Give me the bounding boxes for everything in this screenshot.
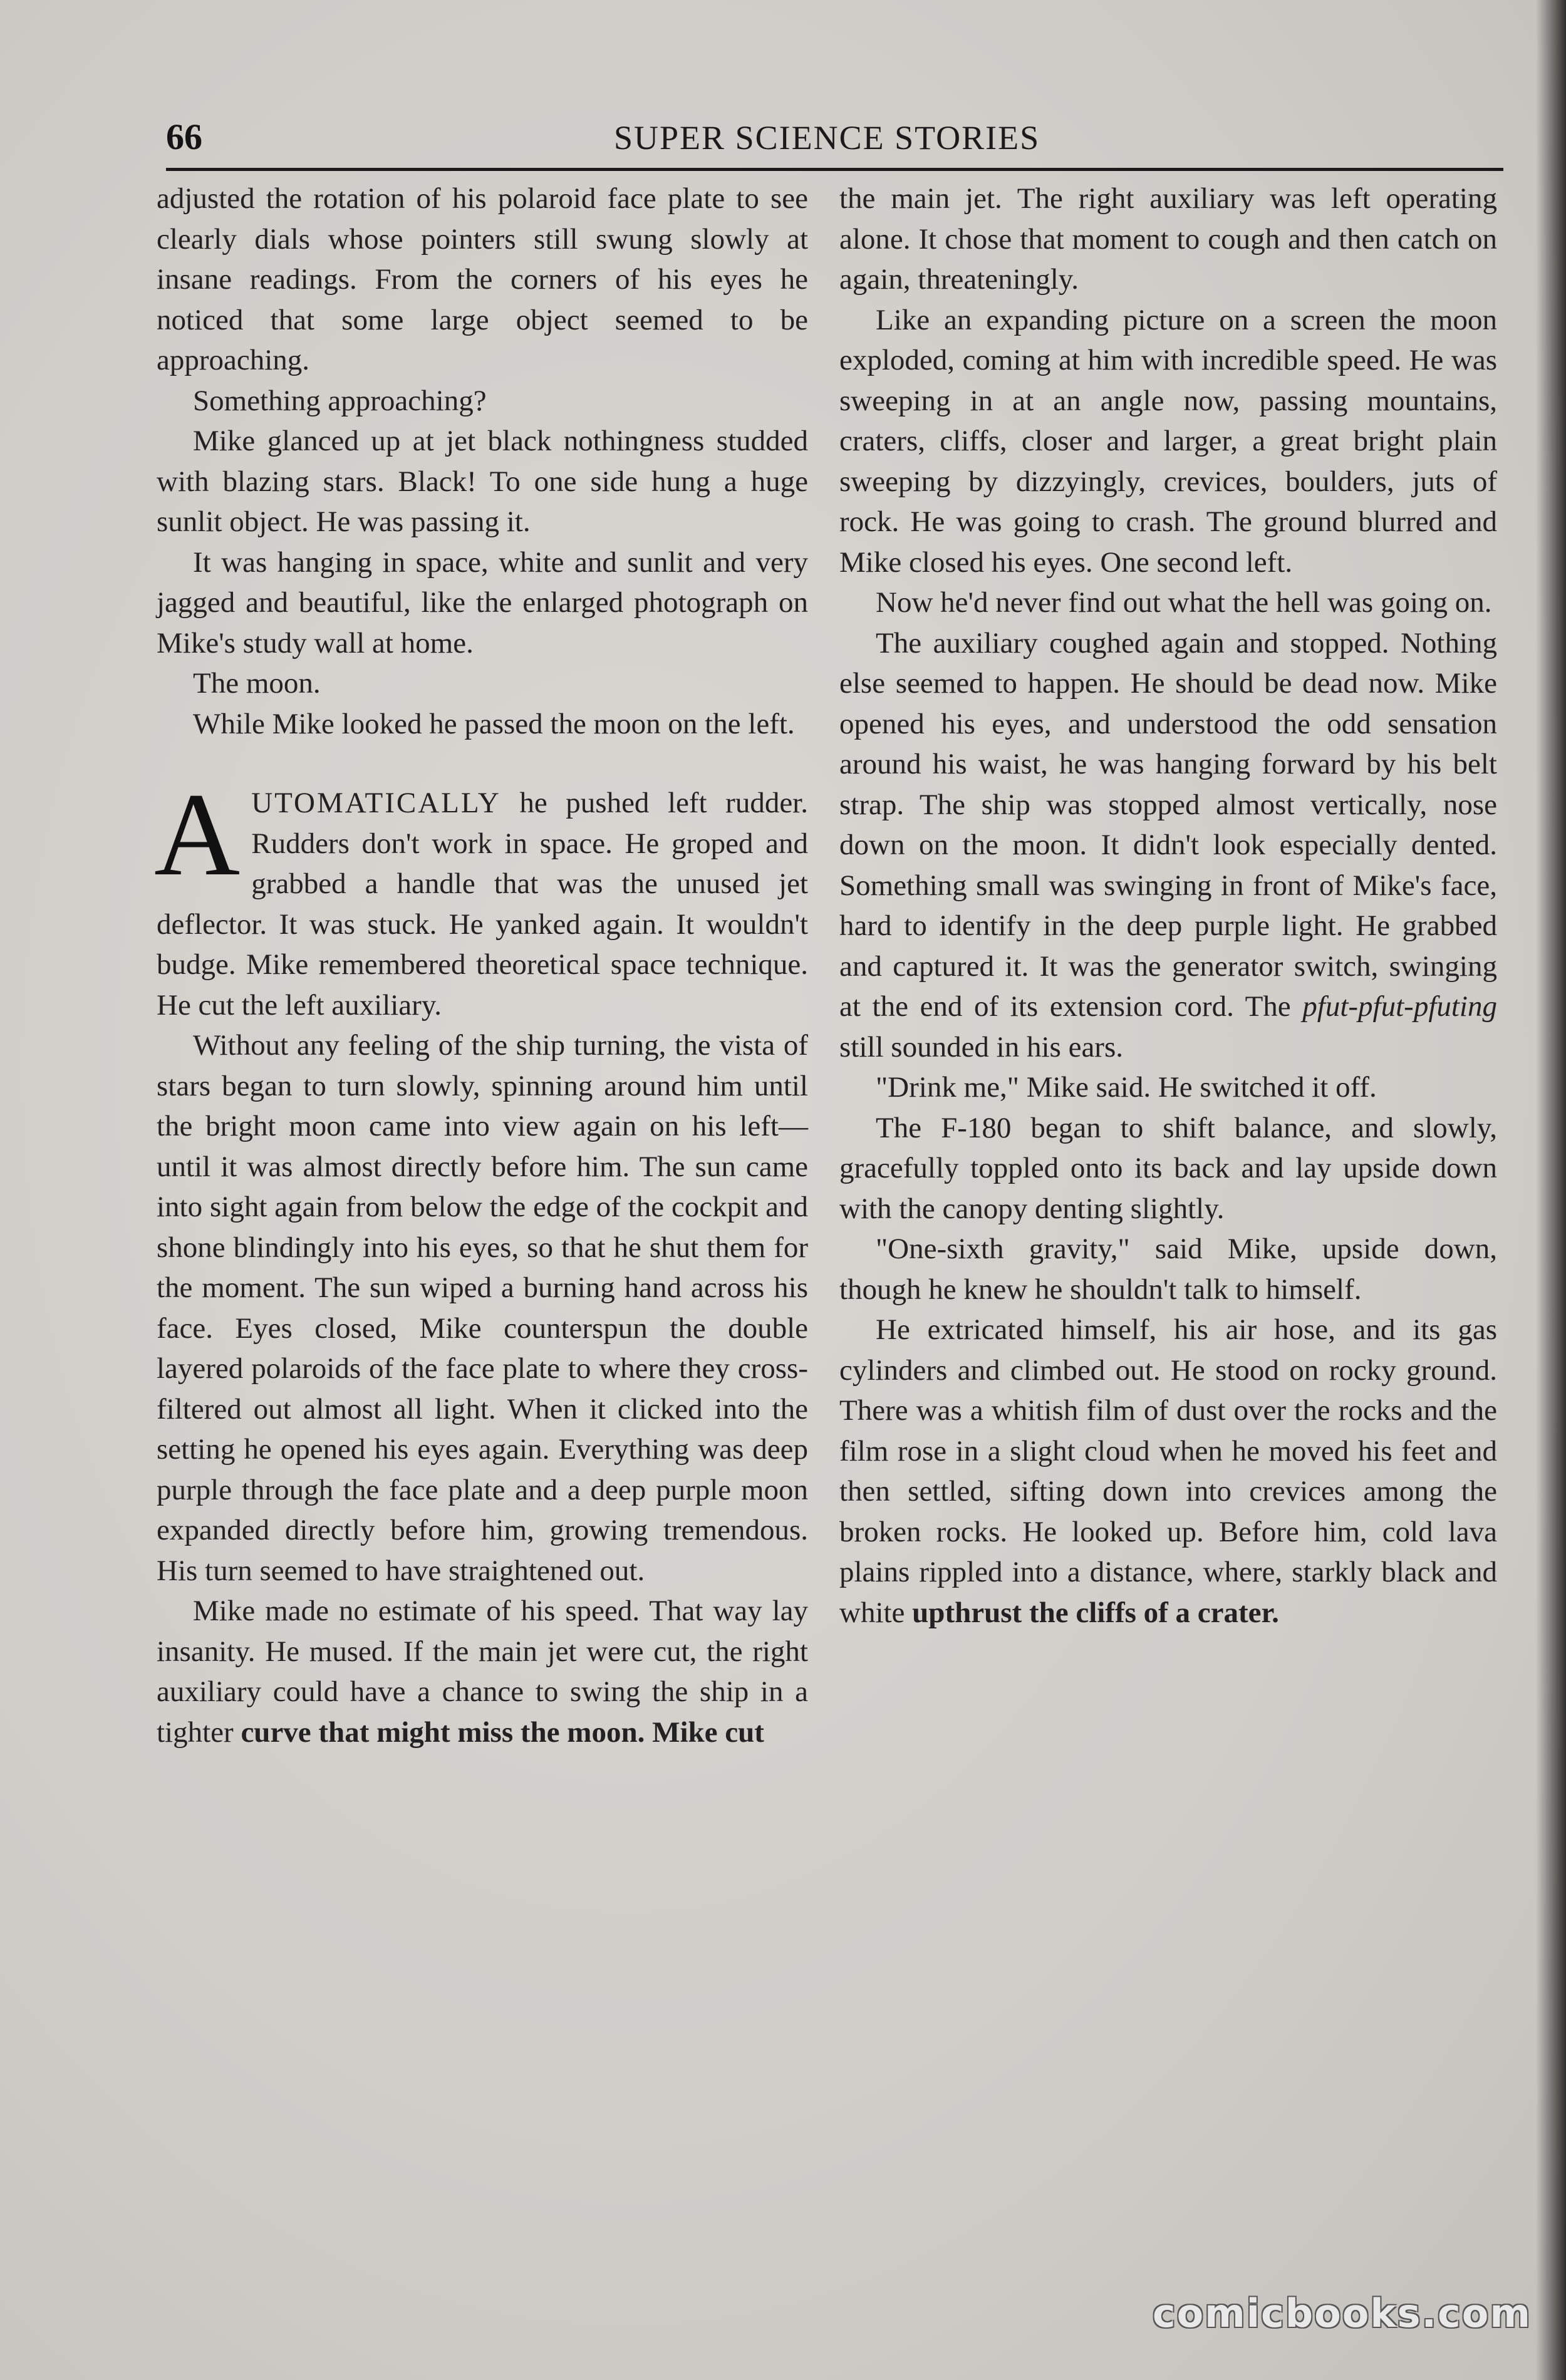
page-number: 66 [166, 116, 202, 157]
paragraph: Without any feeling of the ship turning, the vista of stars began to turn slowly, spinning around him until the bright moon came into view again on his left—until it was almost directly before him. The sun came into sight again from below the edge of the cockpit and shone blindingly into his eyes, so that he shut them for the moment. The sun wiped a burning hand across his face. Eyes closed, Mike counterspun the double layered polaroids of the face plate to where they cross-filtered out almost all light. When it clicked into the setting he opened his eyes again. Everything was deep purple through the face plate and a deep purple moon expanded directly before him, growing tremendous. His turn seemed to have straightened out. [157, 1029, 808, 1587]
paragraph: "Drink me," Mike said. He switched it off. [876, 1071, 1377, 1104]
paragraph [839, 1310, 1497, 1633]
paragraph: While Mike looked he passed the moon on the left. [193, 707, 795, 740]
left-column [154, 178, 808, 1752]
dropcap-paragraph [154, 769, 808, 1025]
paragraph-text: he pushed left rudder. Rudders don't work in space. He groped and grabbed a handle that was the unused jet deflector. It was stuck. He yanked again. It wouldn't budge. Mike remembered theoretical space technique. He cut the left auxiliary. [157, 787, 808, 1022]
opening-smallcaps: UTOMATICALLY [251, 787, 501, 819]
paragraph: Now he'd never find out what the hell was going on. [876, 586, 1492, 619]
paragraph [839, 623, 1497, 1068]
page-header [166, 116, 1503, 166]
header-rule [166, 168, 1503, 171]
paragraph-text-bold: curve that might miss the moon. Mike cut [241, 1715, 764, 1749]
paragraph: The F-180 began to shift balance, and slowly, gracefully toppled onto its back and lay upside down with the canopy denting slightly. [839, 1111, 1497, 1225]
right-column [839, 178, 1497, 1633]
paragraph: It was hanging in space, white and sunlit and very jagged and beautiful, like the enlarged photograph on Mike's study wall at home. [157, 546, 808, 660]
paragraph: the main jet. The right auxiliary was left operating alone. It chose that moment to cough and then catch on again, threateningly. [839, 182, 1497, 296]
paragraph: "One-sixth gravity," said Mike, upside down, though he knew he shouldn't talk to himself. [839, 1233, 1497, 1306]
paragraph-text: The auxiliary coughed again and stopped. Nothing else seemed to happen. He should be dead now. Mike opened his eyes, and understood the odd sensation around his waist, he was hanging forward by his belt strap. The ship was stopped almost vertically, nose down on the moon. It didn't look especially dented. Something small was swinging in front of Mike's face, hard to identify in the deep purple light. He grabbed and captured it. It was the generator switch, swinging at the end of its extension cord. The [839, 626, 1497, 1023]
paragraph-text: Mike made no estimate of his speed. That way lay insanity. He mused. If the main jet were cut, the right auxiliary could have a chance to swing the ship in a tighter [157, 1595, 808, 1749]
page-edge-shadow [1536, 0, 1566, 2380]
paragraph [157, 1591, 808, 1752]
paragraph-text-italic: pfut-pfut-pfuting [1302, 990, 1497, 1023]
paragraph: Something approaching? [193, 384, 487, 417]
paragraph: adjusted the rotation of his polaroid face plate to see clearly dials whose pointers still swung slowly at insane readings. From the corners of his eyes he noticed that some large object seemed to be approaching. [157, 182, 808, 376]
paragraph-text-bold: upthrust the cliffs of a crater. [912, 1596, 1279, 1629]
drop-cap: A [154, 769, 241, 901]
paragraph-text: still sounded in his ears. [839, 1030, 1123, 1063]
running-title: SUPER SCIENCE STORIES [614, 119, 1040, 157]
section-break [157, 744, 808, 783]
paragraph: The moon. [193, 667, 321, 700]
paragraph-text: He extricated himself, his air hose, and its gas cylinders and climbed out. He stood on rocky ground. There was a whitish film of dust over the rocks and the film rose in a slight cloud when he moved his feet and then settled, sifting down into crevices among the broken rocks. He looked up. Before him, cold lava plains rippled into a distance, where, starkly black and white [839, 1313, 1497, 1629]
watermark: comicbooks.com [1152, 2290, 1532, 2336]
paragraph: Mike glanced up at jet black nothingness studded with blazing stars. Black! To one side hung a huge sunlit object. He was passing it. [157, 425, 808, 538]
paragraph: Like an expanding picture on a screen the moon exploded, coming at him with incredible speed. He was sweeping in at an angle now, passing mountains, craters, cliffs, closer and larger, a great bright plain sweeping by dizzyingly, crevices, boulders, juts of rock. He was going to crash. The ground blurred and Mike closed his eyes. One second left. [839, 303, 1497, 579]
